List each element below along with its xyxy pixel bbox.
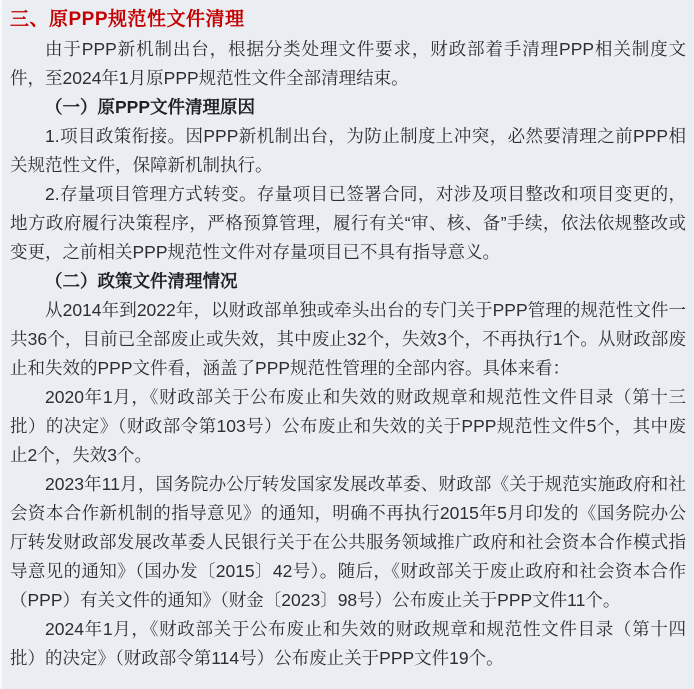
- body-paragraph: 2.存量项目管理方式转变。存量项目已签署合同，对涉及项目整改和项目变更的，地方政府履行决策程序，严格预算管理，履行有关“审、核、备”手续，依法依规整改或变更，之前相关PPP规范性文件对存量项目已不具有指导意义。: [10, 184, 686, 262]
- document-body: [10, 35, 686, 673]
- section-heading: （二）政策文件清理情况: [45, 271, 238, 291]
- body-paragraph: 由于PPP新机制出台，根据分类处理文件要求，财政部着手清理PPP相关制度文件，至2024年1月原PPP规范性文件全部清理结束。: [10, 39, 686, 88]
- body-paragraph: 2023年11月，国务院办公厅转发国家发展改革委、财政部《关于规范实施政府和社会资本合作新机制的指导意见》的通知，明确不再执行2015年5月印发的《国务院办公厅转发财政部发展改革委人民银行关于在公共服务领域推广政府和社会资本合作模式指导意见的通知》（国办发〔2015〕42号）。随后，《财政部关于废止政府和社会资本合作（PPP）有关文件的通知》（财金〔2023〕98号）公布废止关于PPP文件11个。: [10, 474, 686, 610]
- body-paragraph: 从2014年到2022年，以财政部单独或牵头出台的专门关于PPP管理的规范性文件一共36个，目前已全部废止或失效，其中废止32个，失效3个，不再执行1个。从财政部废止和失效的PPP文件看，涵盖了PPP规范性管理的全部内容。具体来看：: [10, 300, 686, 378]
- body-paragraph: 2020年1月，《财政部关于公布废止和失效的财政规章和规范性文件目录（第十三批）的决定》（财政部令第103号）公布废止和失效的关于PPP规范性文件5个，其中废止2个，失效3个。: [10, 387, 686, 465]
- body-paragraph: 2024年1月，《财政部关于公布废止和失效的财政规章和规范性文件目录（第十四批）的决定》（财政部令第114号）公布废止关于PPP文件19个。: [10, 619, 686, 668]
- document-title: 三、原PPP规范性文件清理: [10, 9, 245, 30]
- section-heading: （一）原PPP文件清理原因: [45, 97, 256, 117]
- body-paragraph: 1.项目政策衔接。因PPP新机制出台，为防止制度上冲突，必然要清理之前PPP相关规范性文件，保障新机制执行。: [10, 126, 686, 175]
